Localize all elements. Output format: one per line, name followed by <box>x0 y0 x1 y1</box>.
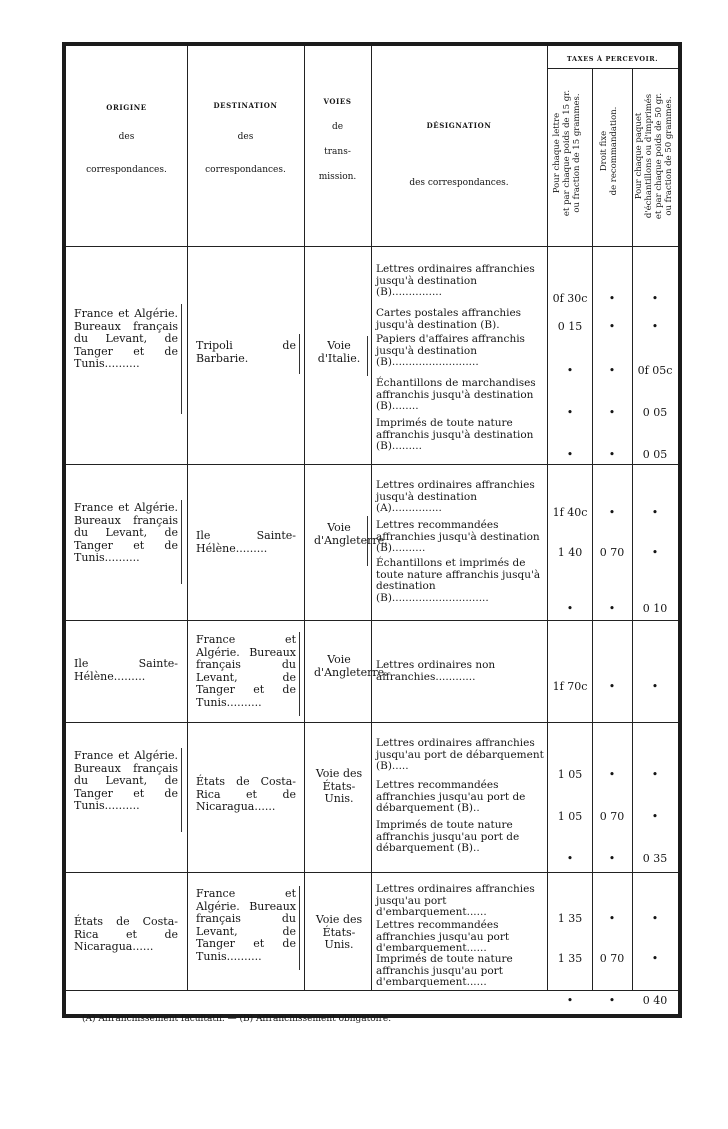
row4-item1: Lettres ordinaires affranchies jusqu'au port de débarquement (B)..... <box>376 737 544 772</box>
row4-item3-c3: 0 35 <box>642 852 668 865</box>
row5-item1-c2: • <box>608 912 616 925</box>
row2-item1-c3: • <box>651 506 659 519</box>
row4-item2: Lettres recommandées affranchies jusqu'au port de débarquement (B).. <box>376 779 526 814</box>
row1-item3-c1: • <box>566 364 574 377</box>
brace <box>296 632 300 716</box>
row4-item2-c1: 1 05 <box>557 810 583 823</box>
row4-voie: Voie des États-Unis. <box>315 767 363 805</box>
row4-destination: États de Costa-Rica et de Nicaragua...... <box>196 775 296 813</box>
header-tax-lettre: Pour chaque lettre et par chaque poids de 15 gr. ou fraction de 15 grammes. <box>552 89 582 217</box>
row1-item1-c1: 0f 30c <box>552 292 588 305</box>
brace <box>296 334 300 374</box>
row1-item3-c3: 0f 05c <box>637 364 673 377</box>
row3-voie: Voie d'Angleterre. <box>314 653 388 679</box>
brace <box>364 516 368 566</box>
row1-item4: Échantillons de marchandises affranchis jusqu'à destination (B)........ <box>376 377 536 412</box>
row1-item4-c3: 0 05 <box>642 406 668 419</box>
row1-item2-c1: 0 15 <box>557 320 583 333</box>
row-divider-2 <box>66 620 678 621</box>
row1-item1-c3: • <box>651 292 659 305</box>
row4-item1-c3: • <box>651 768 659 781</box>
header-origine: ORIGINE des correspondances. <box>86 103 167 176</box>
header-designation: DÉSIGNATION des correspondances. <box>409 121 509 189</box>
row4-origine: France et Algérie. Bureaux français du Levant, de Tanger et de Tunis.......... <box>74 749 178 812</box>
brace <box>364 336 368 376</box>
row2-item2: Lettres recommandées affranchies jusqu'à destination (B).......... <box>376 519 540 554</box>
row4-item3: Imprimés de toute nature affranchis jusqu'au port de débarquement (B).. <box>376 819 520 854</box>
brace <box>178 500 182 584</box>
row2-origine: France et Algérie. Bureaux français du Levant, de Tanger et de Tunis.......... <box>74 501 178 564</box>
row2-item2-c1: 1 40 <box>557 546 583 559</box>
row4-item1-c2: • <box>608 768 616 781</box>
row1-item3-c2: • <box>608 364 616 377</box>
row3-origine: Ile Sainte-Hélène......... <box>74 657 178 683</box>
row5-item3-c2: • <box>608 994 616 1007</box>
row5-item2-c1: 1 35 <box>557 952 583 965</box>
row1-item1-c2: • <box>608 292 616 305</box>
row4-item2-c3: • <box>651 810 659 823</box>
row1-item4-c1: • <box>566 406 574 419</box>
row1-item2: Cartes postales affranchies jusqu'à destination (B). <box>376 307 522 331</box>
footnote: (A) Affranchissement facultatif. — (B) Affranchissement obligatoire. <box>82 1014 392 1024</box>
row5-item3-c1: • <box>566 994 574 1007</box>
row3-item1-c3: • <box>651 680 659 693</box>
row5-item1: Lettres ordinaires affranchies jusqu'au port d'embarquement...... <box>376 883 535 918</box>
row1-item5-c1: • <box>566 448 574 461</box>
row5-item3: Imprimés de toute nature affranchis jusqu'au port d'embarquement...... <box>376 953 513 988</box>
row5-item1-c3: • <box>651 912 659 925</box>
header-tax-recommandation: Droit fixe de recommandation. <box>599 106 619 196</box>
row3-item1: Lettres ordinaires non affranchies............ <box>376 659 496 683</box>
row1-item5-c3: 0 05 <box>642 448 668 461</box>
col-divider-origine <box>187 46 188 990</box>
row3-destination: France et Algérie. Bureaux français du Levant, de Tanger et de Tunis.......... <box>196 633 296 709</box>
row4-item1-c1: 1 05 <box>557 768 583 781</box>
taxes-header-rule <box>547 68 678 69</box>
row2-item2-c2: 0 70 <box>599 546 625 559</box>
row5-origine: États de Costa-Rica et de Nicaragua...... <box>74 915 178 953</box>
row3-item1-c1: 1f 70c <box>552 680 588 693</box>
row2-item1: Lettres ordinaires affranchies jusqu'à destination (A)............... <box>376 479 535 514</box>
row1-voie: Voie d'Italie. <box>317 339 361 365</box>
row4-item3-c1: • <box>566 852 574 865</box>
row5-voie: Voie des États-Unis. <box>315 913 363 951</box>
row5-item1-c1: 1 35 <box>557 912 583 925</box>
row4-item2-c2: 0 70 <box>599 810 625 823</box>
row3-item1-c2: • <box>608 680 616 693</box>
row5-item2-c2: 0 70 <box>599 952 625 965</box>
row2-destination: Ile Sainte-Hélène......... <box>196 529 296 555</box>
row2-item3-c2: • <box>608 602 616 615</box>
row1-item1: Lettres ordinaires affranchies jusqu'à destination (B)............... <box>376 263 535 298</box>
row1-destination: Tripoli de Barbarie. <box>196 339 296 365</box>
row5-destination: France et Algérie. Bureaux français du Levant, de Tanger et de Tunis.......... <box>196 887 296 963</box>
row1-item4-c2: • <box>608 406 616 419</box>
row2-item3: Échantillons et imprimés de toute nature affranchis jusqu'à destination (B)............................. <box>376 557 541 604</box>
row2-item1-c2: • <box>608 506 616 519</box>
header-destination: DESTINATION des correspondances. <box>205 101 286 176</box>
tariff-table <box>62 42 682 1024</box>
row5-item2: Lettres recommandées affranchies jusqu'au port d'embarquement...... <box>376 919 510 954</box>
header-taxes: TAXES À PERCEVOIR. <box>566 55 659 63</box>
row1-item5-c2: • <box>608 448 616 461</box>
row1-item5: Imprimés de toute nature affranchis jusqu'à destination (B)......... <box>376 417 534 452</box>
header-voies: VOIES de trans- mission. <box>318 97 357 182</box>
row1-origine: France et Algérie. Bureaux français du Levant, de Tanger et de Tunis.......... <box>74 307 178 370</box>
row-divider-3 <box>66 722 678 723</box>
brace <box>178 748 182 832</box>
row2-item1-c1: 1f 40c <box>552 506 588 519</box>
row1-item2-c3: • <box>651 320 659 333</box>
row1-item2-c2: • <box>608 320 616 333</box>
col-divider-destination <box>304 46 305 990</box>
brace <box>296 886 300 970</box>
table-bottom-rule <box>66 990 678 991</box>
col-divider-designation <box>547 46 548 990</box>
row4-item3-c2: • <box>608 852 616 865</box>
row2-item3-c3: 0 10 <box>642 602 668 615</box>
row5-item2-c3: • <box>651 952 659 965</box>
header-bottom-rule <box>66 246 678 247</box>
row1-item3: Papiers d'affaires affranchis jusqu'à destination (B).......................... <box>376 333 525 368</box>
row-divider-1 <box>66 464 678 465</box>
header-tax-paquet: Pour chaque paquet d'échantillons ou d'imprimés et par chaque poids de 50 gr. ou fraction de 50 grammes. <box>634 92 674 220</box>
row2-item3-c1: • <box>566 602 574 615</box>
row-divider-4 <box>66 872 678 873</box>
row2-voie: Voie d'Angleterre. <box>314 521 388 547</box>
row2-item2-c3: • <box>651 546 659 559</box>
brace <box>178 304 182 414</box>
row5-item3-c3: 0 40 <box>642 994 668 1007</box>
